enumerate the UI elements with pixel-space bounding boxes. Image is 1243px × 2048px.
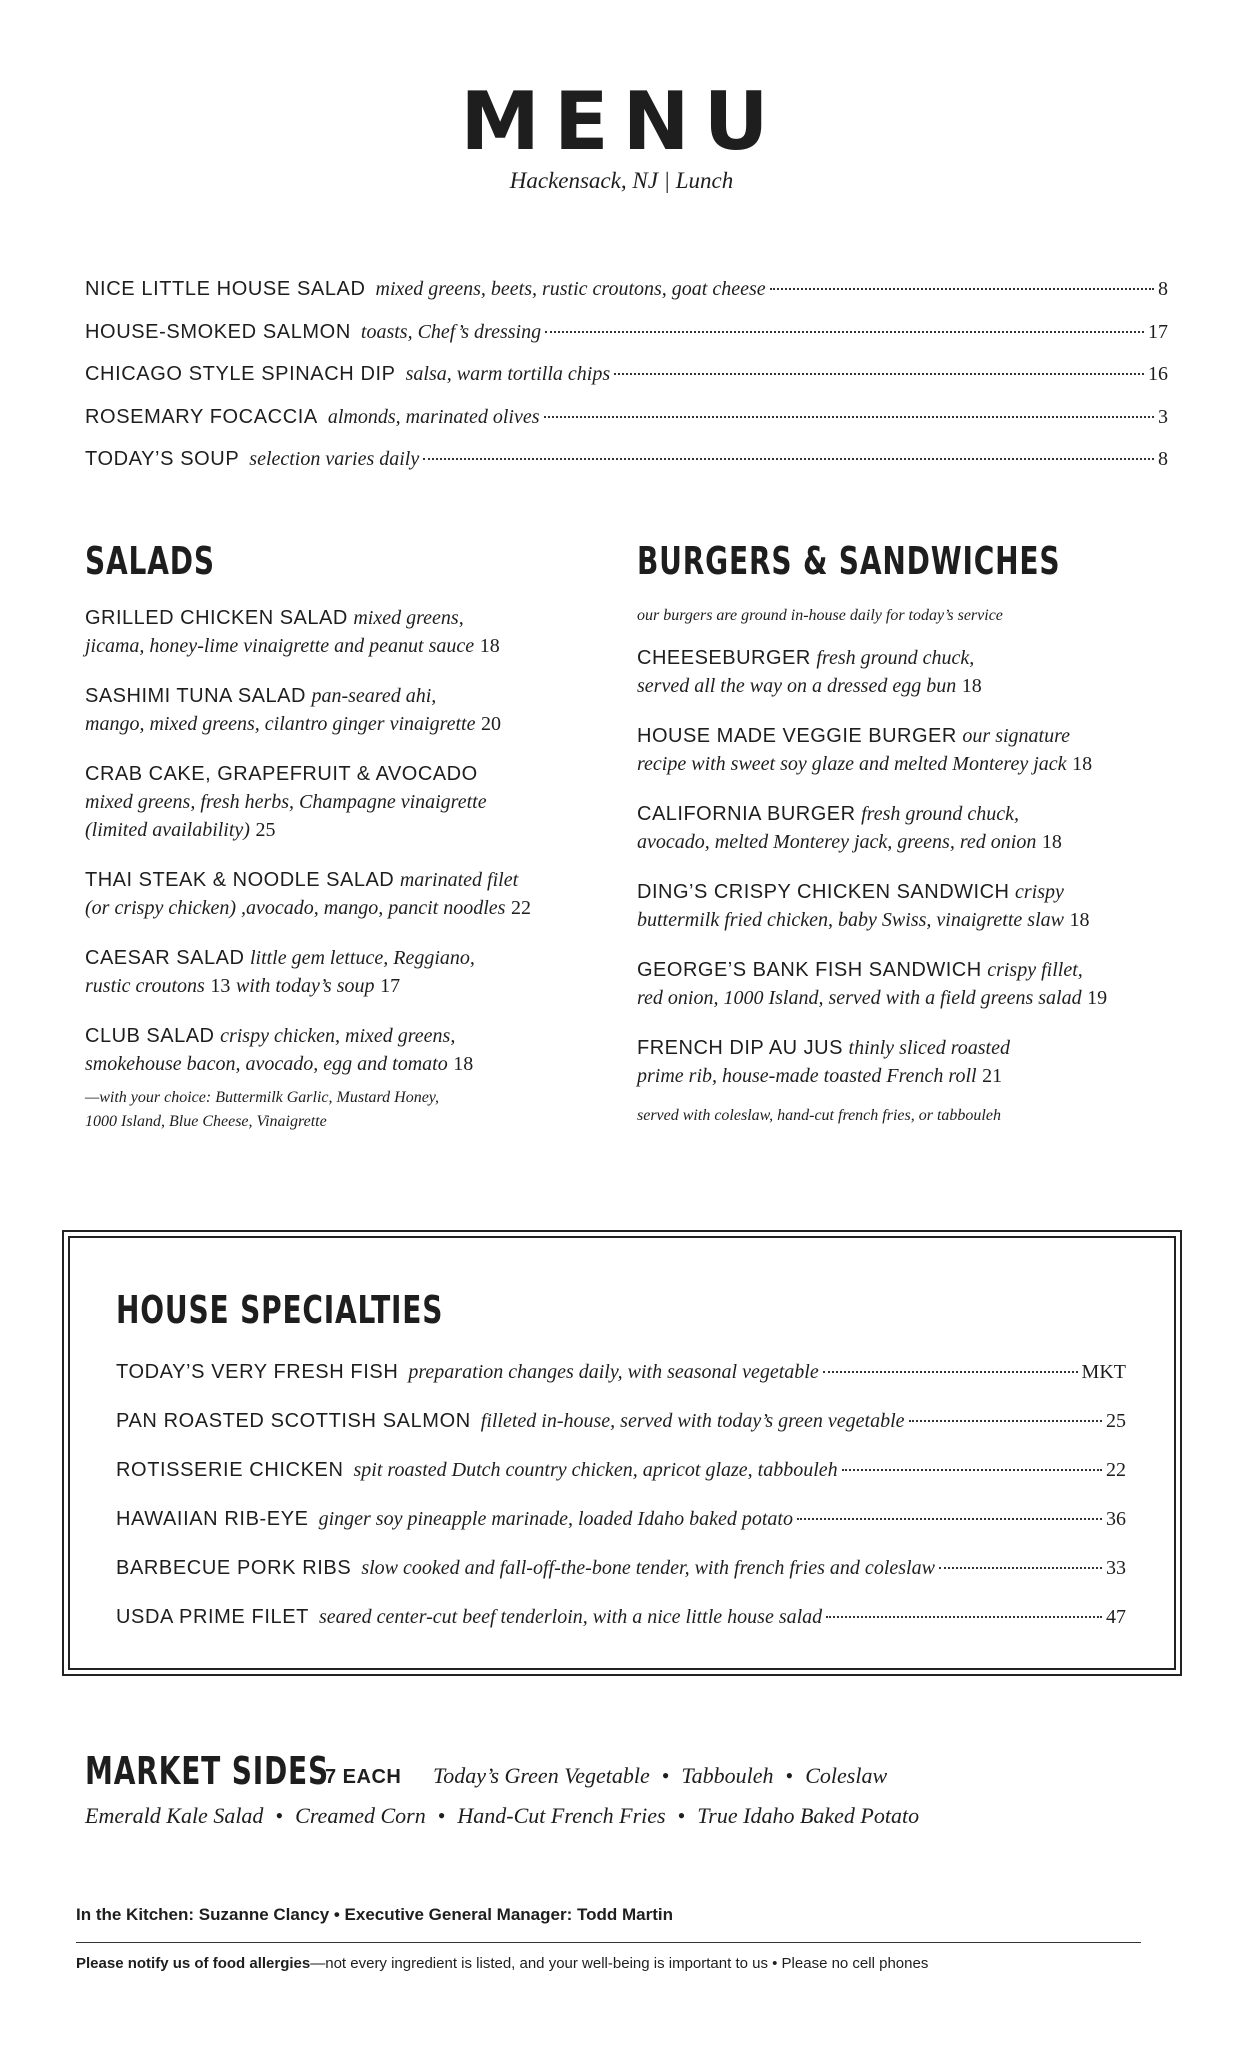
item-name: CALIFORNIA BURGER xyxy=(637,803,856,825)
list-item xyxy=(85,363,1168,406)
item-price: 36 xyxy=(1106,1508,1126,1530)
burgers-intro: our burgers are ground in-house daily for today’s service xyxy=(637,607,1003,624)
dot-leader xyxy=(909,1420,1102,1422)
item-price: 21 xyxy=(982,1065,1003,1087)
item-price: 18 xyxy=(1069,909,1090,931)
item-name: USDA PRIME FILET xyxy=(116,1606,309,1628)
item-price: 25 xyxy=(255,819,276,841)
item-name: GEORGE’S BANK FISH SANDWICH xyxy=(637,959,982,981)
item-name: HAWAIIAN RIB-EYE xyxy=(116,1508,309,1530)
dot-leader xyxy=(939,1567,1102,1569)
item-description: fresh ground chuck, xyxy=(861,803,1020,825)
item-name: TODAY’S SOUP xyxy=(85,448,240,470)
list-item xyxy=(85,944,625,1000)
allergy-notice xyxy=(76,1955,928,1972)
item-description: slow cooked and fall-off-the-bone tender, with french fries and coleslaw xyxy=(361,1557,935,1579)
item-price: 13 xyxy=(210,975,231,997)
dot-leader xyxy=(823,1371,1078,1373)
item-extra: with today’s soup xyxy=(235,975,375,997)
item-description: mixed greens, fresh herbs, Champagne vinaigrette xyxy=(85,791,487,813)
item-name: NICE LITTLE HOUSE SALAD xyxy=(85,278,366,300)
item-description: red onion, 1000 Island, served with a field greens salad xyxy=(637,987,1082,1009)
allergy-notice-bold: Please notify us of food allergies xyxy=(76,1955,311,1972)
dot-leader xyxy=(826,1616,1102,1618)
item-description: marinated filet xyxy=(399,869,519,891)
list-item xyxy=(85,278,1168,321)
side-item: Hand-Cut French Fries xyxy=(457,1803,666,1828)
item-price: 33 xyxy=(1106,1557,1126,1579)
side-item: Today’s Green Vegetable xyxy=(433,1763,650,1788)
side-item: Creamed Corn xyxy=(295,1803,426,1828)
item-description: avocado, melted Monterey jack, greens, red onion xyxy=(637,831,1037,853)
list-item xyxy=(85,682,625,738)
note-line: —with your choice: Buttermilk Garlic, Mustard Honey, xyxy=(85,1089,440,1106)
item-description: preparation changes daily, with seasonal vegetable xyxy=(408,1361,819,1383)
item-price: 47 xyxy=(1106,1606,1126,1628)
list-item xyxy=(637,644,1197,700)
list-item xyxy=(85,406,1168,449)
list-item xyxy=(85,1022,625,1078)
burgers-column xyxy=(637,604,1197,1128)
item-description: salsa, warm tortilla chips xyxy=(405,363,611,385)
item-description: seared center-cut beef tenderloin, with a nice little house salad xyxy=(318,1606,823,1628)
dot-leader xyxy=(797,1518,1102,1520)
side-item: True Idaho Baked Potato xyxy=(697,1803,920,1828)
item-name: CHICAGO STYLE SPINACH DIP xyxy=(85,363,396,385)
list-item xyxy=(637,956,1197,1012)
item-description: mixed greens, beets, rustic croutons, goat cheese xyxy=(375,278,766,300)
burgers-heading: BURGERS & SANDWICHES xyxy=(637,539,1061,583)
item-description: smokehouse bacon, avocado, egg and tomato xyxy=(85,1053,448,1075)
item-description: prime rib, house-made toasted French roll xyxy=(637,1065,977,1087)
page-subtitle: Hackensack, NJ | Lunch xyxy=(509,168,734,193)
item-extra-price: 17 xyxy=(380,975,401,997)
item-price: 18 xyxy=(1072,753,1093,775)
specialties-list xyxy=(116,1361,1126,1655)
item-description: crispy chicken, mixed greens, xyxy=(220,1025,456,1047)
item-description: recipe with sweet soy glaze and melted Monterey jack xyxy=(637,753,1067,775)
item-price: 18 xyxy=(479,635,500,657)
item-price: 22 xyxy=(1106,1459,1126,1481)
list-item xyxy=(85,866,625,922)
item-description: ginger soy pineapple marinade, loaded Idaho baked potato xyxy=(318,1508,793,1530)
item-price: MKT xyxy=(1081,1361,1126,1383)
item-description: (or crispy chicken) ,avocado, mango, pancit noodles xyxy=(85,897,506,919)
item-name: TODAY’S VERY FRESH FISH xyxy=(116,1361,399,1383)
item-description: mixed greens, xyxy=(353,607,464,629)
item-price: 8 xyxy=(1158,278,1168,300)
item-name: THAI STEAK & NOODLE SALAD xyxy=(85,869,395,891)
item-price: 3 xyxy=(1158,405,1168,428)
item-name: CAESAR SALAD xyxy=(85,947,245,969)
item-description: mango, mixed greens, cilantro ginger vinaigrette xyxy=(85,713,476,735)
list-item xyxy=(637,800,1197,856)
dot-leader xyxy=(842,1469,1102,1471)
list-item xyxy=(116,1557,1126,1606)
salads-column xyxy=(85,604,625,1134)
list-item xyxy=(85,448,1168,491)
side-item: Emerald Kale Salad xyxy=(85,1803,264,1828)
allergy-notice-text: —not every ingredient is listed, and your well-being is important to us • Please no cell phones xyxy=(310,1955,929,1972)
sides-row xyxy=(85,1803,919,1829)
page-title: MENU xyxy=(460,75,783,168)
item-price: 17 xyxy=(1148,320,1168,343)
dot-leader xyxy=(614,373,1144,375)
item-description: almonds, marinated olives xyxy=(327,405,540,428)
item-description: rustic croutons xyxy=(85,975,205,997)
item-description: selection varies daily xyxy=(249,448,420,470)
item-description: little gem lettuce, Reggiano, xyxy=(249,947,475,969)
item-price: 18 xyxy=(453,1053,474,1075)
item-description: buttermilk fried chicken, baby Swiss, vinaigrette slaw xyxy=(637,909,1064,931)
list-item xyxy=(637,1034,1197,1090)
salads-heading: SALADS xyxy=(85,539,215,583)
item-name: HOUSE MADE VEGGIE BURGER xyxy=(637,725,957,747)
item-price: 18 xyxy=(1041,831,1062,853)
list-item xyxy=(116,1361,1126,1410)
item-description: filleted in-house, served with today’s green vegetable xyxy=(480,1410,905,1432)
item-price: 8 xyxy=(1158,448,1168,470)
item-price: 22 xyxy=(511,897,532,919)
sides-heading: MARKET SIDES xyxy=(85,1749,330,1793)
item-name: ROSEMARY FOCACCIA xyxy=(85,405,318,428)
note-line: 1000 Island, Blue Cheese, Vinaigrette xyxy=(85,1113,327,1130)
item-name: BARBECUE PORK RIBS xyxy=(116,1557,352,1579)
item-price: 16 xyxy=(1148,363,1168,385)
item-price: 20 xyxy=(481,713,502,735)
item-description: toasts, Chef’s dressing xyxy=(360,320,542,343)
item-price: 18 xyxy=(961,675,982,697)
burgers-note: served with coleslaw, hand-cut french fries, or tabbouleh xyxy=(637,1107,1001,1124)
item-description: crispy xyxy=(1015,881,1064,903)
bullet-separator: • xyxy=(275,1803,284,1828)
side-item: Tabbouleh xyxy=(681,1763,774,1788)
dot-leader xyxy=(770,288,1154,290)
bullet-separator: • xyxy=(677,1803,686,1828)
bullet-separator: • xyxy=(661,1763,670,1788)
list-item xyxy=(637,878,1197,934)
bullet-separator: • xyxy=(785,1763,794,1788)
item-name: CLUB SALAD xyxy=(85,1025,215,1047)
starters-list xyxy=(85,278,1168,491)
item-description: served all the way on a dressed egg bun xyxy=(637,675,957,697)
item-name: ROTISSERIE CHICKEN xyxy=(116,1459,344,1481)
list-item xyxy=(85,760,625,844)
list-item xyxy=(637,722,1197,778)
side-item: Coleslaw xyxy=(805,1763,888,1788)
list-item xyxy=(116,1606,1126,1655)
item-description: (limited availability) xyxy=(85,819,250,841)
list-item xyxy=(85,321,1168,364)
list-item xyxy=(116,1508,1126,1557)
item-name: DING’S CRISPY CHICKEN SANDWICH xyxy=(637,881,1010,903)
dot-leader xyxy=(544,416,1155,418)
item-description: spit roasted Dutch country chicken, apricot glaze, tabbouleh xyxy=(353,1459,838,1481)
item-description: thinly sliced roasted xyxy=(848,1037,1010,1059)
item-name: PAN ROASTED SCOTTISH SALMON xyxy=(116,1410,471,1432)
dot-leader xyxy=(545,331,1144,333)
list-item xyxy=(85,604,625,660)
list-item xyxy=(116,1410,1126,1459)
item-name: CHEESEBURGER xyxy=(637,647,811,669)
item-description: pan-seared ahi, xyxy=(311,685,437,707)
sides-row xyxy=(433,1763,887,1789)
footer-divider xyxy=(76,1942,1141,1943)
item-description: crispy fillet, xyxy=(987,959,1083,981)
staff-credits: In the Kitchen: Suzanne Clancy • Executive General Manager: Todd Martin xyxy=(76,1905,673,1924)
item-price: 19 xyxy=(1087,987,1108,1009)
item-price: 25 xyxy=(1106,1410,1126,1432)
sides-price: 7 EACH xyxy=(325,1766,402,1788)
item-name: FRENCH DIP AU JUS xyxy=(637,1037,843,1059)
item-name: HOUSE-SMOKED SALMON xyxy=(85,320,351,343)
item-name: SASHIMI TUNA SALAD xyxy=(85,685,306,707)
item-name: GRILLED CHICKEN SALAD xyxy=(85,607,348,629)
dot-leader xyxy=(423,458,1154,460)
dressing-note xyxy=(85,1086,625,1134)
list-item xyxy=(116,1459,1126,1508)
specialties-heading: HOUSE SPECIALTIES xyxy=(116,1288,444,1332)
item-description: our signature xyxy=(962,725,1071,747)
item-description: jicama, honey-lime vinaigrette and peanut sauce xyxy=(85,635,475,657)
bullet-separator: • xyxy=(437,1803,446,1828)
item-description: fresh ground chuck, xyxy=(816,647,975,669)
item-name: CRAB CAKE, GRAPEFRUIT & AVOCADO xyxy=(85,763,478,785)
